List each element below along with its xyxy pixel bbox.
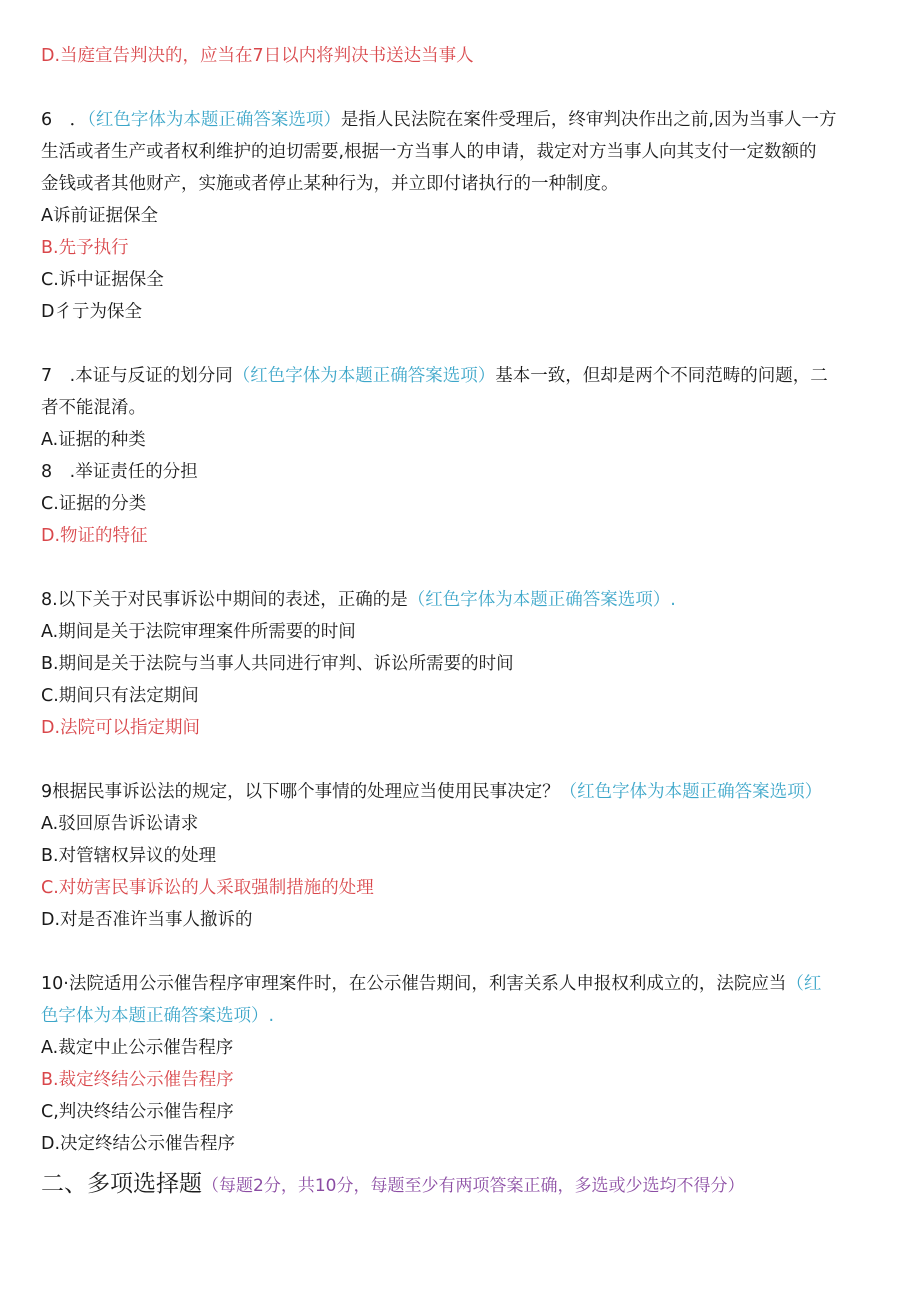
- section-2-note: （每题2分，共10分，每题至少有两项答案正确，多选或少选均不得分）: [202, 1176, 745, 1196]
- question-7-stem-line1: [41, 360, 880, 392]
- question-6-number: 6 ．: [41, 110, 88, 130]
- prev-question-option-d: D.当庭宣告判决的，应当在7日以内将判决书送达当事人: [41, 46, 474, 66]
- question-8-option-c: C.期间只有法定期间: [41, 686, 199, 706]
- spacer: [41, 72, 880, 104]
- section-2-heading: [41, 1166, 880, 1204]
- question-10-option-b: B.裁定终结公示催告程序: [41, 1070, 234, 1090]
- question-8-option-a: A.期间是关于法院审理案件所需要的时间: [41, 622, 356, 642]
- question-9: [41, 776, 880, 936]
- question-8-hint: （红色字体为本题正确答案选项）.: [407, 590, 676, 610]
- question-6: [41, 104, 880, 328]
- spacer: [41, 936, 880, 968]
- question-8-stem: [41, 584, 880, 616]
- question-7-stem-before: 7 .本证与反证的划分同: [41, 366, 233, 386]
- spacer: [41, 552, 880, 584]
- question-8-option-d: D.法院可以指定期间: [41, 718, 201, 738]
- question-6-option-a: A诉前证据保全: [41, 206, 158, 226]
- question-7-stem-line2: 者不能混淆。: [41, 398, 146, 418]
- question-6-stem-line3: 金钱或者其他财产，实施或者停止某种行为，并立即付诸执行的一种制度。: [41, 174, 619, 194]
- question-8-option-b: B.期间是关于法院与当事人共同进行审判、诉讼所需要的时间: [41, 654, 514, 674]
- question-10-option-d: D.决定终结公示催告程序: [41, 1134, 236, 1154]
- question-10-option-a: A.裁定中止公示催告程序: [41, 1038, 234, 1058]
- question-6-option-c: C.诉中证据保全: [41, 270, 164, 290]
- question-9-stem-text: 9根据民事诉讼法的规定，以下哪个事情的处理应当使用民事决定？: [41, 782, 560, 802]
- question-9-stem: [41, 776, 880, 808]
- question-10-hint-part2: 色字体为本题正确答案选项）.: [41, 1006, 275, 1026]
- section-2-title: 二、多项选择题: [41, 1171, 202, 1197]
- question-7-option-c: C.证据的分类: [41, 494, 147, 514]
- question-6-stem-text: 是指人民法院在案件受理后，终审判决作出之前,因为当事人一方: [340, 110, 837, 130]
- question-10-option-c: C,判决终结公示催告程序: [41, 1102, 234, 1122]
- spacer: [41, 744, 880, 776]
- question-9-option-c: C.对妨害民事诉讼的人采取强制措施的处理: [41, 878, 374, 898]
- question-10-stem-text: 10·法院适用公示催告程序审理案件时，在公示催告期间，利害关系人申报权利成立的，法院应当: [41, 974, 787, 994]
- question-10-stem-line1: [41, 968, 880, 1000]
- question-9-option-b: B.对管辖权异议的处理: [41, 846, 217, 866]
- question-7: [41, 360, 880, 552]
- question-7-stem-after: 基本一致，但却是两个不同范畴的问题，二: [495, 366, 828, 386]
- question-6-option-b: B.先予执行: [41, 238, 129, 258]
- spacer: [41, 328, 880, 360]
- question-6-stem-line2: 生活或者生产或者权利维护的迫切需要,根据一方当事人的申请，裁定对方当事人向其支付一定数额的: [41, 142, 817, 162]
- question-9-hint: （红色字体为本题正确答案选项）: [559, 782, 823, 802]
- question-10-hint-part1: （红: [786, 974, 822, 994]
- question-9-option-d: D.对是否准许当事人撤诉的: [41, 910, 253, 930]
- question-7-option-a: A.证据的种类: [41, 430, 146, 450]
- question-10: [41, 968, 880, 1160]
- question-6-option-d: D彳亍为保全: [41, 302, 142, 322]
- question-8-stem-text: 8.以下关于对民事诉讼中期间的表述，正确的是: [41, 590, 408, 610]
- question-7-option-b: 8 .举证责任的分担: [41, 462, 198, 482]
- question-8: [41, 584, 880, 744]
- question-6-hint: （红色字体为本题正确答案选项）: [87, 110, 341, 130]
- question-7-option-d: D.物证的特征: [41, 526, 148, 546]
- question-7-hint: （红色字体为本题正确答案选项）: [232, 366, 496, 386]
- question-9-option-a: A.驳回原告诉讼请求: [41, 814, 199, 834]
- question-6-stem-line1: [41, 104, 880, 136]
